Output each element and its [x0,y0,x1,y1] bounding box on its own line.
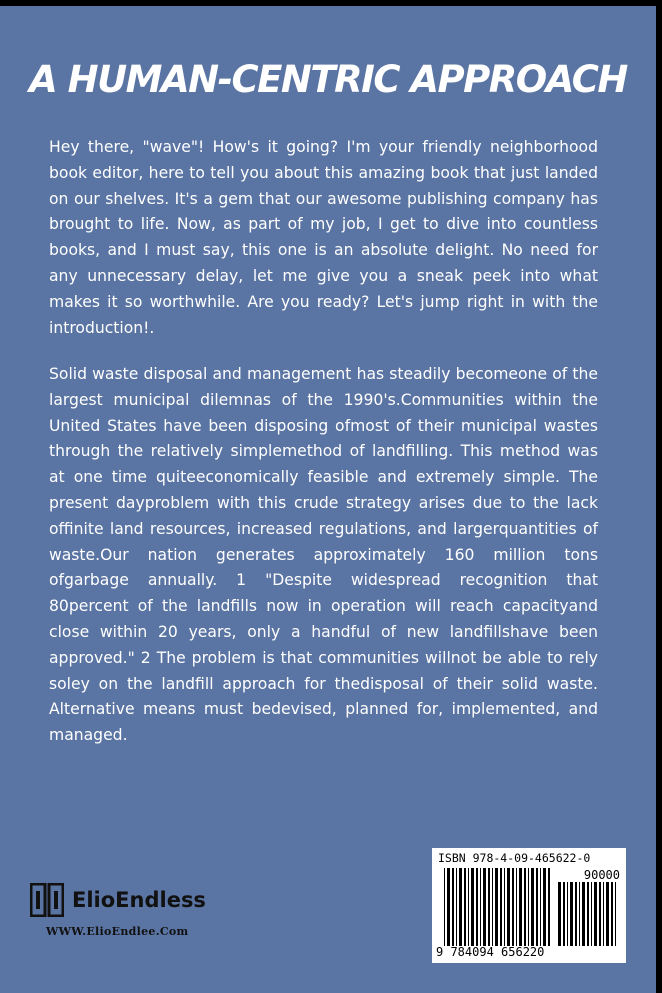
barcode-bar [603,882,604,946]
barcode-bar [492,868,493,946]
barcode-bar [483,868,486,946]
blurb-paragraph-intro: Hey there, "wave"! How's it going? I'm your friendly neighborhood book editor, here to tell you about this amazing book that just landed on our shelves. It's a gem that our awesome publishing company has brought to life. Now, as part of my job, I get to dive into countless books, and I must say, this one is an absolute delight. No need for any unnecessary delay, let me give you a sneak peek into what makes it so worthwhile. Are you ready? Let's jump right in with the introduction!. [49,138,598,337]
barcode-bar [611,882,613,946]
barcode-bar [516,868,517,946]
barcode-bar [512,868,514,946]
barcode-bar [570,882,573,946]
barcode-bar [591,882,592,946]
barcode-bar [468,868,469,946]
barcode-bar [587,882,589,946]
publisher-name: ElioEndless [72,888,206,912]
barcode-bar [476,868,478,946]
barcode-bar [606,882,609,946]
barcode-bar [615,882,616,946]
isbn-label: ISBN 978-4-09-465622-0 [438,851,591,865]
publisher-url: WWW.ElioEndlee.Com [46,925,189,938]
cover-title: A HUMAN-CENTRIC APPROACH [29,58,627,101]
barcode-bar [582,882,585,946]
barcode-bar [531,868,534,946]
barcode-supplement-bars [558,882,620,946]
barcode-bar [464,868,466,946]
barcode-digits: 9 784094 656220 [436,945,545,959]
barcode-bar [447,868,450,946]
barcode-bar [548,868,550,946]
barcode-bar [459,868,462,946]
barcode-bar [558,882,561,946]
barcode-bar [444,868,445,946]
barcode-bar [495,868,498,946]
barcode-bar [480,868,481,946]
barcode-bar [540,868,541,946]
book-logo-icon [30,883,64,917]
barcode-bar [579,882,580,946]
barcode-bar [599,882,601,946]
book-back-cover [0,6,656,993]
isbn-barcode [432,848,626,963]
barcode-bar [452,868,454,946]
barcode-bar [563,882,565,946]
barcode-bar [519,868,522,946]
barcode-bar [528,868,529,946]
barcode-bar [567,882,568,946]
price-code: 90000 [583,868,620,882]
barcode-bar [536,868,538,946]
blurb-paragraph-excerpt: Solid waste disposal and management has steadily becomeone of the largest municipal dilemnas of the 1990's.Communities within the United States have been disposing ofmost of their municipal wastes through the relatively simplemethod of landfilling. This method was at one time quiteeconomically feasible and extremely simple. The present dayproblem with this crude strategy arises due to the lack offinite land resources, increased regulations, and largerquantities of waste.Our nation generates approximately 160 million tons ofgarbage annually. 1 "Despite widespread recognition that 80percent of the landfills now in operation will reach capacityand close within 20 years, only a handful of new landfillshave been approved." 2 The problem is that communities willnot be able to rely soley on the landfill approach for thedisposal of their solid waste. Alternative means must bedevised, planned for, implemented, and managed. [49,365,598,745]
barcode-bar [543,868,546,946]
barcode-bar [488,868,490,946]
barcode-bar [471,868,474,946]
barcode-bar [456,868,457,946]
barcode-bar [507,868,510,946]
publisher-logo [30,883,206,917]
barcode-bar [504,868,505,946]
barcode-bar [594,882,597,946]
barcode-bar [575,882,577,946]
barcode-bar [500,868,502,946]
barcode-bars [444,868,554,946]
barcode-bar [524,868,526,946]
